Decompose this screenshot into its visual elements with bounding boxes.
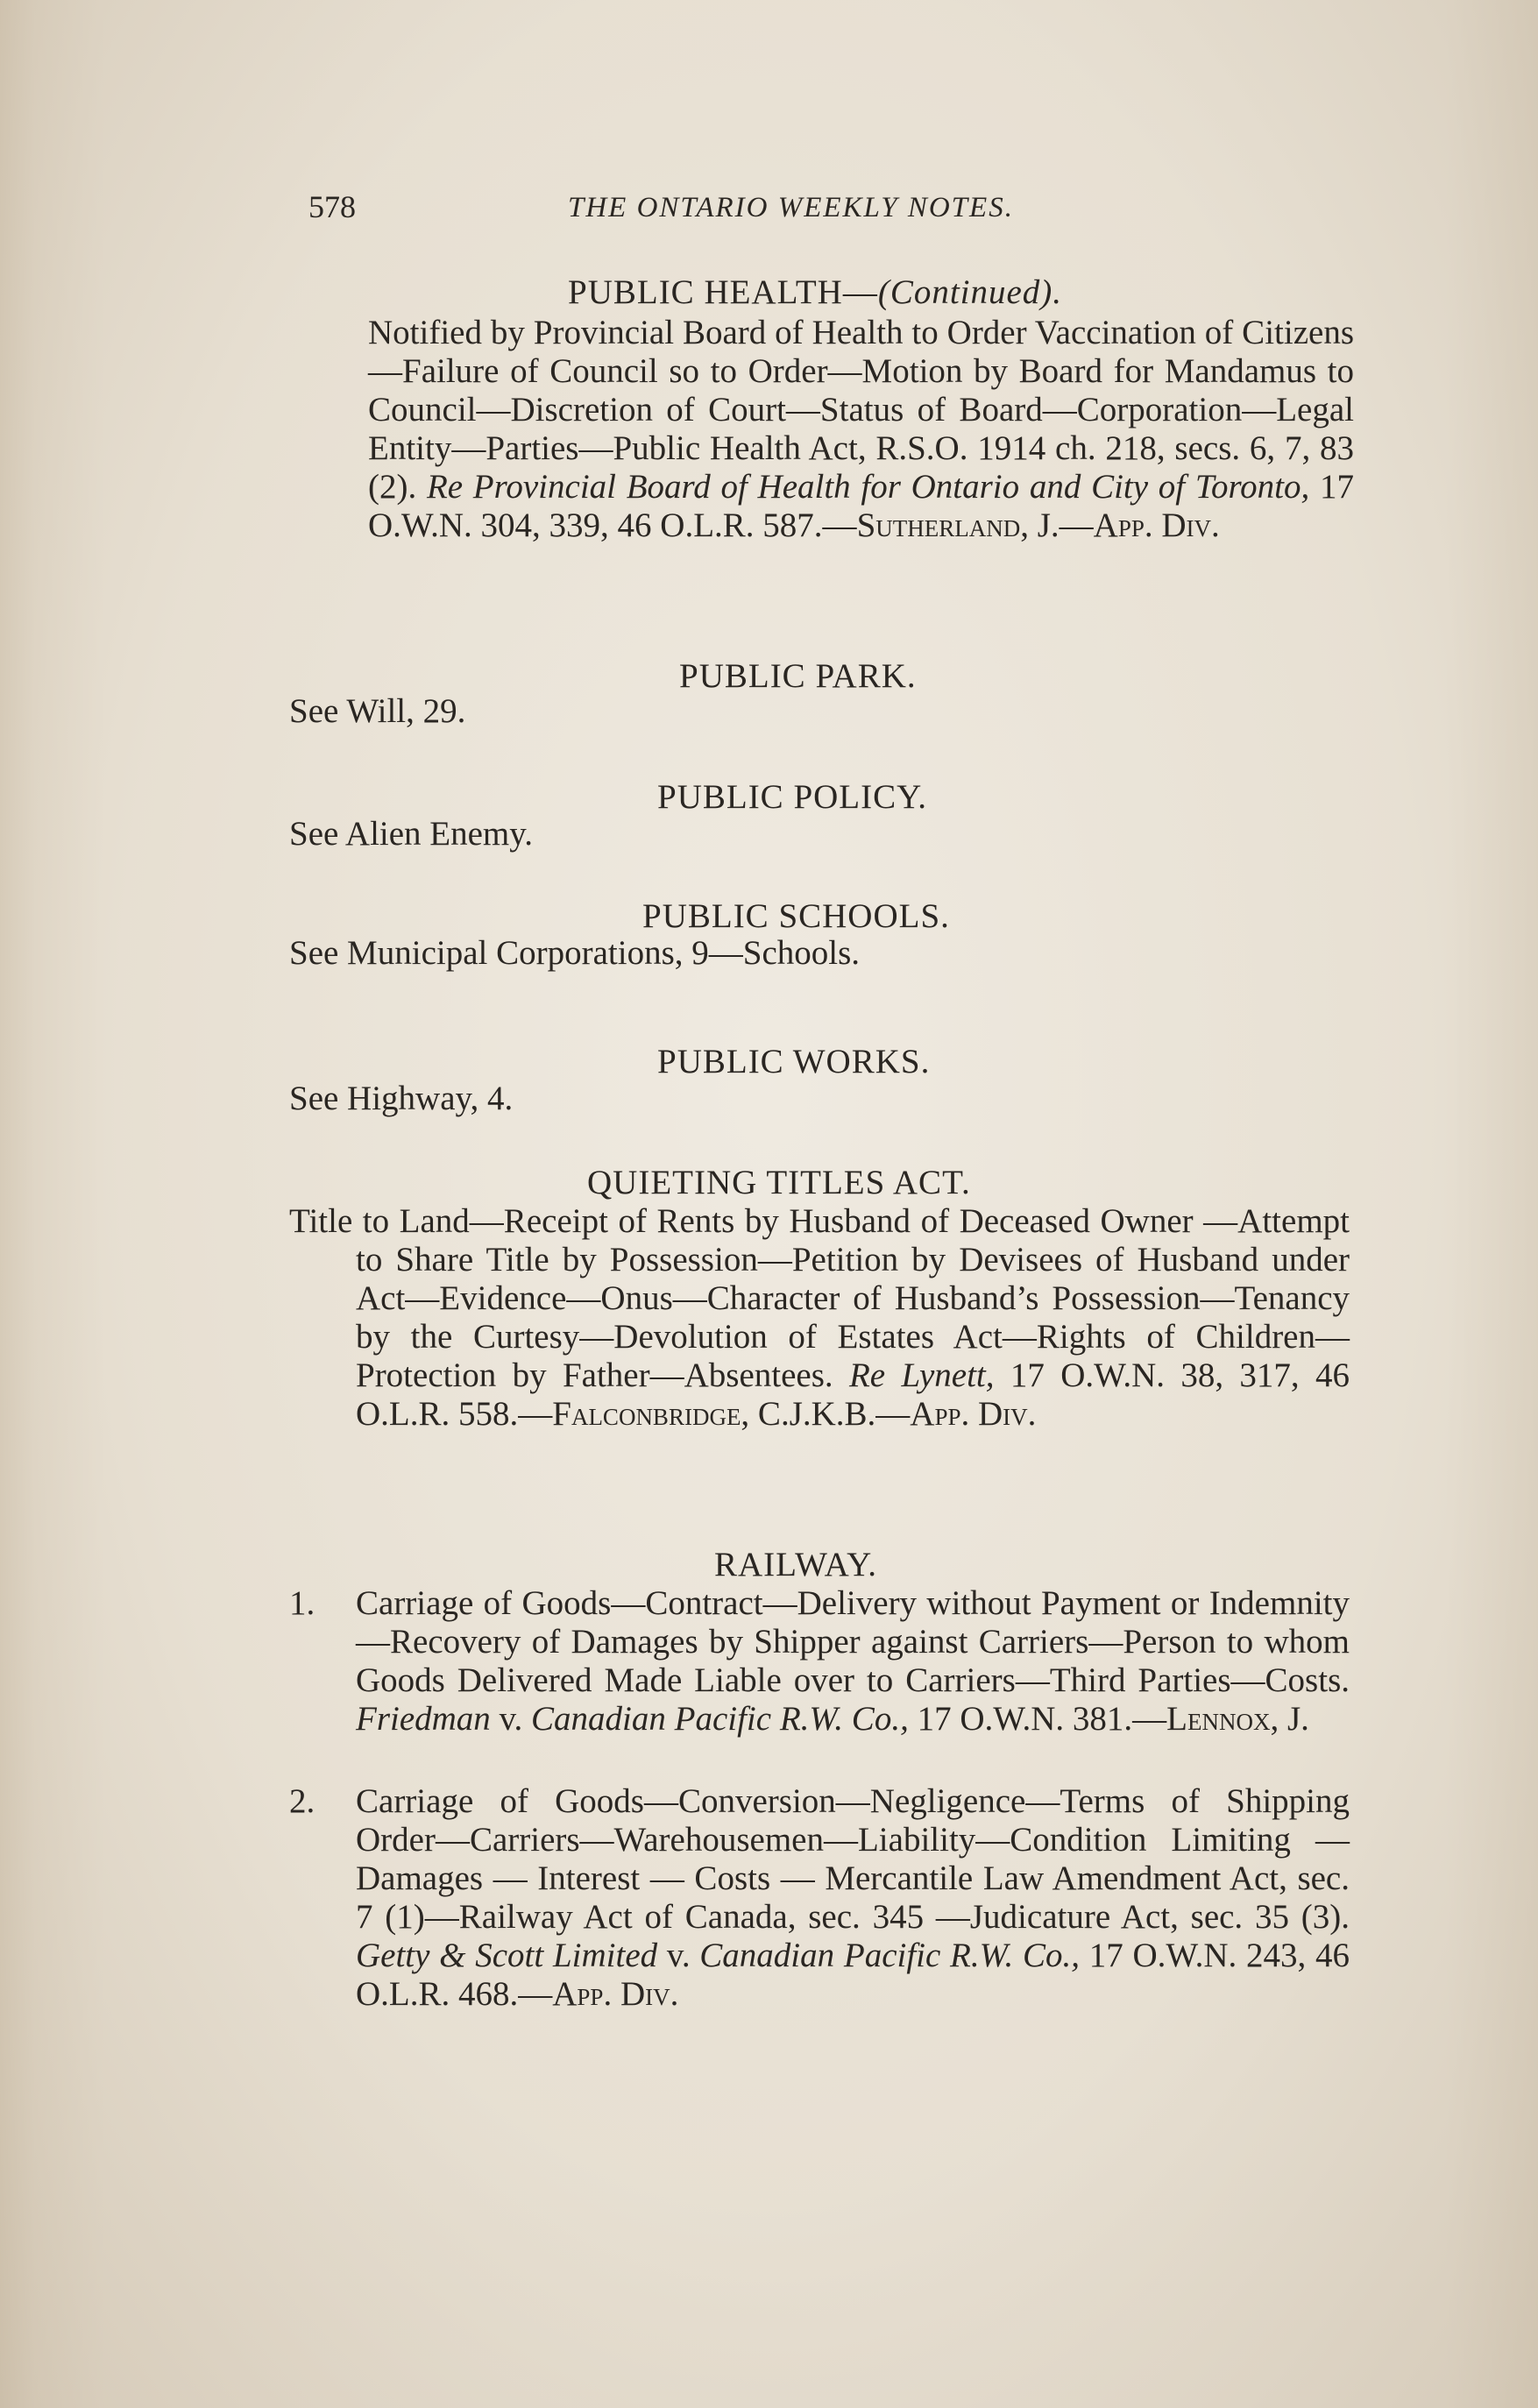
section-public-schools <box>289 896 1350 973</box>
section-heading: QUIETING TITLES ACT. <box>587 1164 971 1201</box>
section-heading: PUBLIC PARK. <box>679 657 917 695</box>
case-name: Re Provincial Board of Health for Ontario and City of Toronto, <box>426 468 1310 506</box>
case-name: Canadian Pacific R.W. Co., <box>699 1937 1081 1974</box>
page-header <box>308 188 1325 241</box>
entry-number: 1. <box>289 1584 315 1622</box>
section-public-park <box>289 655 1350 731</box>
case-name: Friedman <box>356 1700 491 1738</box>
running-title: THE ONTARIO WEEKLY NOTES. <box>568 192 1014 223</box>
section-quieting-titles-act <box>289 1162 1350 1434</box>
entry-text: Title to Land—Receipt of Rents by Husband of Deceased Owner —Attempt to Share Title by Possession—Petition by Devisees of Husband under Act—Evidence—Onus—Character of Husband’s Possession—Tenancy by the Curtesy—Devolution of Estates Act—Rights of Children—Protection by Father—Absentees. Re Lynett, 17 O.W.N. 38, 317, 46 O.L.R. 558.—Falconbridge, C.J.K.B.—App. Div. <box>289 1202 1350 1433</box>
case-name: Re Lynett, <box>848 1356 995 1394</box>
judge-name: Lennox, J. <box>1166 1700 1309 1738</box>
case-name: Canadian Pacific R.W. Co., <box>531 1700 909 1738</box>
cross-reference: See Will, 29. <box>289 692 466 730</box>
judge-name: Sutherland, J.—App. Div. <box>856 506 1220 544</box>
entry-text: Notified by Provincial Board of Health to Order Vaccination of Citizens—Failure of Council so to Order—Motion by Board for Mandamus to Council—Discretion of Court—Status of Board—Corporation—Legal Entity—Parties—Public Health Act, R.S.O. 1914 ch. 218, secs. 6, 7, 83 (2). Re Provincial Board of Health for Ontario and City of Toronto, 17 O.W.N. 304, 339, 46 O.L.R. 587.—Sutherland, J.—App. Div. <box>368 314 1354 544</box>
entry-number: 2. <box>289 1782 315 1820</box>
section-public-health <box>368 272 1354 545</box>
section-railway <box>289 1544 1350 2014</box>
cross-reference: See Alien Enemy. <box>289 815 533 853</box>
section-public-policy <box>289 776 1350 853</box>
section-heading: PUBLIC POLICY. <box>657 778 928 816</box>
case-name: Getty & Scott Limited <box>356 1937 658 1974</box>
cross-reference: See Highway, 4. <box>289 1080 514 1117</box>
list-item: 2. Carriage of Goods—Conversion—Negligence—Terms of Shipping Order—Carriers—Warehousemen—Liability—Condition Limiting — Damages — Interest — Costs — Mercantile Law Amendment Act, sec. 7 (1)—Railway Act of Canada, sec. 345 —Judicature Act, sec. 35 (3). Getty & Scott Limited v. Canadian Pacific R.W. Co., 17 O.W.N. 243, 46 O.L.R. 468.—App. Div. <box>289 1782 1350 2013</box>
cross-reference: See Municipal Corporations, 9—Schools. <box>289 934 861 972</box>
section-public-works <box>289 1041 1350 1118</box>
section-heading: RAILWAY. <box>714 1546 878 1583</box>
page-number: 578 <box>308 189 356 224</box>
judge-name: Falconbridge, C.J.K.B.—App. Div. <box>552 1395 1037 1433</box>
list-item: 1. Carriage of Goods—Contract—Delivery without Payment or Indemnity—Recovery of Damages by Shipper against Carriers—Person to whom Goods Delivered Made Liable over to Carriers—Third Parties—Costs. Friedman v. Canadian Pacific R.W. Co., 17 O.W.N. 381.—Lennox, J. <box>289 1584 1350 1738</box>
section-heading: PUBLIC HEALTH—(Continued). <box>568 273 1063 311</box>
section-heading: PUBLIC SCHOOLS. <box>642 897 950 935</box>
judge-name: App. Div. <box>552 1975 679 2013</box>
section-heading: PUBLIC WORKS. <box>657 1043 931 1080</box>
